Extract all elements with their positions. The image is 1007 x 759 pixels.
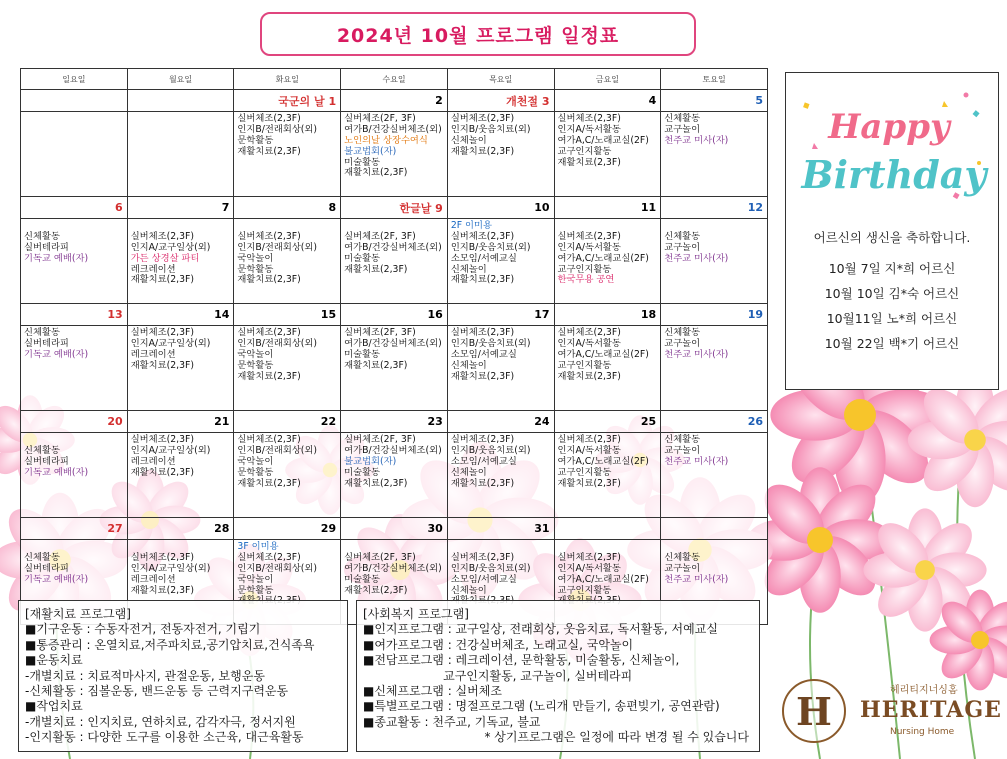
program-cell [554, 326, 661, 411]
program-item: 천주교 미사(자) [664, 348, 729, 360]
program-item: 신체놀이 [450, 466, 487, 478]
program-item: 실버체조(2,3F) [450, 113, 515, 124]
program-cell [21, 112, 128, 197]
birthday-text: Birthday [801, 152, 987, 197]
program-item: 재활치료(2,3F) [344, 167, 408, 179]
rehab-line: [재활치료 프로그램] [25, 607, 131, 621]
program-item: 인지A/독서활동 [557, 123, 621, 135]
rehab-line: -인지활동 : 다양한 도구를 이용한 소근육, 대근육활동 [25, 730, 304, 745]
program-item: 여가A,C/노래교실(2F) [557, 252, 649, 264]
logo-name: HERITAGE [860, 697, 1002, 723]
date-cell: 28 [127, 518, 234, 540]
program-cell [661, 433, 768, 518]
date-cell: 27 [21, 518, 128, 540]
program-cell [341, 112, 448, 197]
weekday-thu: 목요일 [447, 69, 554, 90]
rehab-line: ■작업치료 [25, 699, 83, 714]
program-item: 실버테라피 [24, 241, 69, 253]
program-cell [554, 112, 661, 197]
program-item: 재활치료(2,3F) [130, 584, 195, 596]
program-item: 소모임/서예교실 [450, 573, 517, 585]
program-item: 인지A/교구일상(외) [130, 444, 211, 456]
program-item: 국악놀이 [237, 348, 274, 360]
program-item: 실버체조(2F, 3F) [344, 230, 416, 242]
program-item: 레크레이션 [130, 573, 176, 585]
program-item: 인지B/전래회상(외) [237, 241, 318, 253]
program-item: 신체활동 [24, 551, 60, 563]
program-item: 신체활동 [24, 230, 60, 242]
schedule-change-note: * 상기프로그램은 일정에 따라 변경 될 수 있습니다 [484, 730, 749, 745]
program-cell [234, 219, 341, 304]
program-item: 재활치료(2,3F) [450, 370, 515, 382]
program-cell [447, 326, 554, 411]
date-cell: 6 [21, 197, 128, 219]
program-row [21, 326, 768, 411]
date-cell: 14 [127, 304, 234, 326]
welfare-line: ■인지프로그램 : 교구일상, 전래회상, 웃음치료, 독서활동, 서예교실 [363, 622, 718, 637]
date-cell: 한글날 9 [341, 197, 448, 219]
program-item: 교구인지활동 [557, 466, 612, 478]
program-cell [661, 326, 768, 411]
program-cell [234, 433, 341, 518]
program-item: 교구인지활동 [557, 263, 612, 275]
program-item: 불교법회(자) [344, 145, 397, 157]
program-item: 인지A/교구일상(외) [130, 337, 211, 349]
program-item: 실버체조(2,3F) [450, 327, 515, 338]
program-item: 여가B/건강실버체조(외) [344, 562, 442, 574]
program-item: 재활치료(2,3F) [237, 370, 301, 382]
program-item: 인지B/전래회상(외) [237, 123, 318, 135]
welfare-line: ■전담프로그램 : 레크레이션, 문학활동, 미술활동, 신체놀이, [363, 653, 680, 668]
program-item: 실버체조(2,3F) [557, 327, 621, 338]
program-item: 레크레이션 [130, 455, 176, 467]
weekday-header-row [21, 69, 768, 90]
logo-korean-name: 헤리티지너싱홈 [890, 685, 958, 696]
program-item: 실버테라피 [24, 562, 69, 574]
program-item: 신체활동 [664, 434, 701, 445]
program-item: 실버테라피 [24, 455, 69, 467]
page-title: 2024년 10월 프로그램 일정표 [260, 12, 696, 56]
program-item: 재활치료(2,3F) [130, 274, 195, 286]
program-cell [21, 433, 128, 518]
program-item: 미술활동 [344, 252, 381, 264]
welfare-line: ■신체프로그램 : 실버체조 [363, 683, 502, 698]
program-item: 불교법회(자) [344, 455, 397, 467]
date-cell: 8 [234, 197, 341, 219]
program-item: 2F 이미용 [450, 220, 492, 231]
program-cell [554, 433, 661, 518]
happy-birthday-art [794, 83, 992, 218]
welfare-program-panel [356, 600, 760, 752]
program-item: 국악놀이 [237, 573, 274, 585]
program-cell [21, 219, 128, 304]
date-cell: 개천절 3 [447, 90, 554, 112]
weekday-sun: 일요일 [21, 69, 128, 90]
program-item: 국악놀이 [237, 455, 274, 467]
program-cell [127, 219, 234, 304]
program-item: 신체활동 [664, 551, 701, 563]
date-cell: 26 [661, 411, 768, 433]
program-item: 소모임/서예교실 [450, 348, 517, 360]
program-item: 신체활동 [24, 444, 60, 456]
date-cell: 24 [447, 411, 554, 433]
program-item: 재활치료(2,3F) [130, 359, 195, 371]
program-item: 소모임/서예교실 [450, 252, 517, 264]
program-item: 재활치료(2,3F) [344, 584, 408, 596]
program-item: 재활치료(2,3F) [237, 145, 301, 157]
birthday-panel [785, 72, 999, 390]
program-item: 실버체조(2F, 3F) [344, 113, 416, 124]
date-row [21, 411, 768, 433]
program-item: 문학활동 [237, 134, 274, 146]
program-item: 실버체조(2F, 3F) [344, 327, 416, 338]
rehab-line: ■운동치료 [25, 653, 83, 668]
program-cell [447, 433, 554, 518]
program-cell [661, 112, 768, 197]
welfare-line: ■종교활동 : 천주교, 기독교, 불교 [363, 714, 541, 729]
program-item: 교구인지활동 [557, 359, 612, 371]
program-item: 재활치료(2,3F) [130, 466, 195, 478]
program-item: 인지B/전래회상(외) [237, 337, 318, 349]
program-item: 실버체조(2,3F) [237, 551, 301, 563]
welfare-line: 교구인지활동, 교구놀이, 실버테라피 [363, 668, 633, 683]
welfare-line: ■특별프로그램 : 명절프로그램 (노리개 만들기, 송편빚기, 공연관람) [363, 699, 720, 714]
program-item: 실버체조(2,3F) [130, 434, 195, 445]
program-item: 신체활동 [664, 230, 701, 242]
program-cell [554, 219, 661, 304]
date-cell: 16 [341, 304, 448, 326]
program-item: 실버체조(2,3F) [557, 434, 621, 445]
program-item: 천주교 미사(자) [664, 455, 729, 467]
program-item: 실버체조(2,3F) [450, 434, 515, 445]
program-item: 신체놀이 [450, 359, 487, 371]
program-item: 가든 상경살 파티 [130, 252, 200, 264]
program-item: 실버체조(2,3F) [450, 551, 515, 563]
program-item: 신체활동 [664, 327, 701, 338]
rehab-line: -신체활동 : 짐볼운동, 밴드운동 등 근력지구력운동 [25, 683, 289, 698]
date-cell: 7 [127, 197, 234, 219]
date-cell: 11 [554, 197, 661, 219]
program-cell [127, 326, 234, 411]
program-item: 레크레이션 [130, 263, 176, 275]
program-item: 실버체조(2,3F) [237, 434, 301, 445]
program-item: 인지B/웃음치료(외) [450, 123, 531, 135]
weekday-fri: 금요일 [554, 69, 661, 90]
h-badge-icon: H [782, 679, 846, 743]
rehab-line: -개별치료 : 인지치료, 연하치료, 감각자극, 정서지원 [25, 714, 296, 729]
date-cell: 2 [341, 90, 448, 112]
program-item: 재활치료(2,3F) [557, 156, 621, 168]
program-item: 인지B/웃음치료(외) [450, 337, 531, 349]
program-item: 미술활동 [344, 573, 381, 585]
program-item: 미술활동 [344, 466, 381, 478]
date-cell: 국군의 날 1 [234, 90, 341, 112]
program-item: 교구놀이 [664, 444, 701, 456]
program-item: 실버체조(2,3F) [130, 230, 195, 242]
program-item: 여가A,C/노래교실(2F) [557, 134, 649, 146]
program-item: 여가A,C/노래교실(2F) [557, 455, 649, 467]
date-cell: 23 [341, 411, 448, 433]
program-item: 재활치료(2,3F) [557, 370, 621, 382]
program-item: 미술활동 [344, 156, 381, 168]
weekday-wed: 수요일 [341, 69, 448, 90]
program-item: 실버체조(2,3F) [557, 551, 621, 563]
program-item: 여가A,C/노래교실(2F) [557, 348, 649, 360]
date-cell: 31 [447, 518, 554, 540]
program-item: 여가B/건강실버체조(외) [344, 241, 442, 253]
program-item: 실버테라피 [24, 337, 69, 349]
program-item: 실버체조(2F, 3F) [344, 434, 416, 445]
program-item: 재활치료(2,3F) [557, 477, 621, 489]
program-item: 신체활동 [24, 327, 60, 338]
program-item: 국악놀이 [237, 252, 274, 264]
date-cell: 19 [661, 304, 768, 326]
program-item: 교구놀이 [664, 337, 701, 349]
program-item: 실버체조(2,3F) [237, 230, 301, 242]
date-cell: 17 [447, 304, 554, 326]
program-item: 인지A/독서활동 [557, 444, 621, 456]
program-item: 교구인지활동 [557, 145, 612, 157]
program-item: 신체활동 [664, 113, 701, 124]
date-row [21, 90, 768, 112]
date-row [21, 304, 768, 326]
program-cell [341, 219, 448, 304]
date-cell: 29 [234, 518, 341, 540]
weekday-mon: 월요일 [127, 69, 234, 90]
program-item: 실버체조(2,3F) [557, 113, 621, 124]
program-item: 실버체조(2F, 3F) [344, 551, 416, 563]
program-item: 재활치료(2,3F) [450, 274, 515, 286]
date-cell [661, 518, 768, 540]
program-item: 인지A/교구일상(외) [130, 241, 211, 253]
date-row [21, 197, 768, 219]
program-item: 재활치료(2,3F) [237, 274, 301, 286]
heritage-logo [782, 675, 1002, 755]
date-cell: 5 [661, 90, 768, 112]
date-cell [21, 90, 128, 112]
program-item: 인지A/독서활동 [557, 337, 621, 349]
program-item: 인지B/전래회상(외) [237, 562, 318, 574]
program-item: 문학활동 [237, 584, 274, 596]
program-item: 소모임/서예교실 [450, 455, 517, 467]
program-item: 교구놀이 [664, 562, 701, 574]
program-cell [234, 326, 341, 411]
birthday-item: 10월11일 노*희 어르신 [826, 311, 958, 326]
program-item: 기독교 예배(자) [24, 348, 89, 360]
program-item: 실버체조(2,3F) [237, 327, 301, 338]
program-item: 문학활동 [237, 263, 274, 275]
program-item: 인지A/독서활동 [557, 562, 621, 574]
program-item: 기독교 예배(자) [24, 252, 89, 264]
program-item: 레크레이션 [130, 348, 176, 360]
program-item: 재활치료(2,3F) [237, 477, 301, 489]
program-row [21, 112, 768, 197]
program-item: 인지A/독서활동 [557, 241, 621, 253]
program-item: 인지B/웃음치료(외) [450, 241, 531, 253]
program-cell [234, 112, 341, 197]
program-item: 재활치료(2,3F) [344, 359, 408, 371]
date-cell: 30 [341, 518, 448, 540]
calendar-table [20, 68, 768, 625]
program-item: 재활치료(2,3F) [450, 477, 515, 489]
program-item: 신체놀이 [450, 584, 487, 596]
program-cell [661, 219, 768, 304]
weekday-sat: 토요일 [661, 69, 768, 90]
date-cell: 15 [234, 304, 341, 326]
program-item: 인지B/웃음치료(외) [450, 562, 531, 574]
program-item: 미술활동 [344, 348, 381, 360]
program-item: 한국무용 공연 [557, 274, 615, 286]
birthday-message: 어르신의 생신을 축하합니다. [813, 230, 971, 245]
program-item: 천주교 미사(자) [664, 573, 729, 585]
date-cell: 25 [554, 411, 661, 433]
date-cell [554, 518, 661, 540]
date-cell: 22 [234, 411, 341, 433]
program-item: 기독교 예배(자) [24, 466, 89, 478]
welfare-line: ■여가프로그램 : 건강실버체조, 노래교실, 국악놀이 [363, 637, 634, 652]
happy-text: Happy [828, 107, 950, 147]
program-item: 기독교 예배(자) [24, 573, 89, 585]
logo-tagline: Nursing Home [890, 727, 955, 737]
rehab-line: ■기구운동 : 수동자전거, 전동자전거, 기립기 [25, 622, 261, 637]
program-item: 신체놀이 [450, 263, 487, 275]
date-cell: 13 [21, 304, 128, 326]
program-item: 재활치료(2,3F) [344, 477, 408, 489]
program-item: 여가A,C/노래교실(2F) [557, 573, 649, 585]
program-item: 여가B/건강실버체조(외) [344, 444, 442, 456]
program-cell [447, 219, 554, 304]
date-cell: 18 [554, 304, 661, 326]
date-cell: 4 [554, 90, 661, 112]
weekday-tue: 화요일 [234, 69, 341, 90]
program-item: 교구놀이 [664, 241, 701, 253]
date-cell: 21 [127, 411, 234, 433]
program-cell [127, 112, 234, 197]
program-item: 재활치료(2,3F) [344, 263, 408, 275]
program-row [21, 219, 768, 304]
birthday-item: 10월 22일 백*기 어르신 [824, 336, 960, 351]
program-item: 교구인지활동 [557, 584, 612, 596]
program-cell [127, 433, 234, 518]
program-cell [341, 433, 448, 518]
program-item: 교구놀이 [664, 123, 701, 135]
program-item: 실버체조(2,3F) [237, 113, 301, 124]
program-item: 실버체조(2,3F) [130, 327, 195, 338]
date-cell: 12 [661, 197, 768, 219]
program-item: 노인의날 상장수여식 [344, 134, 428, 146]
program-item: 실버체조(2,3F) [450, 230, 515, 242]
program-item: 여가B/건강실버체조(외) [344, 337, 442, 349]
program-item: 3F 이미용 [237, 541, 279, 552]
program-item: 인지B/전래회상(외) [237, 444, 318, 456]
program-item: 천주교 미사(자) [664, 134, 729, 146]
date-cell: 10 [447, 197, 554, 219]
program-item: 실버체조(2,3F) [130, 551, 195, 563]
date-row [21, 518, 768, 540]
program-cell [21, 326, 128, 411]
program-row [21, 433, 768, 518]
program-item: 인지B/웃음치료(외) [450, 444, 531, 456]
birthday-item: 10월 10일 김*숙 어르신 [824, 286, 960, 301]
program-cell [447, 112, 554, 197]
rehab-line: ■통증관리 : 온열치료,저주파치료,공기압치료,건식족욕 [25, 637, 315, 652]
program-item: 문학활동 [237, 466, 274, 478]
date-cell [127, 90, 234, 112]
birthday-list [786, 256, 998, 356]
program-item: 실버체조(2,3F) [557, 230, 621, 242]
program-item: 인지A/교구일상(외) [130, 562, 211, 574]
program-item: 문학활동 [237, 359, 274, 371]
rehab-program-panel [18, 600, 348, 752]
date-cell: 20 [21, 411, 128, 433]
program-item: 천주교 미사(자) [664, 252, 729, 264]
program-item: 여가B/건강실버체조(외) [344, 123, 442, 135]
birthday-item: 10월 7일 지*희 어르신 [828, 261, 956, 276]
welfare-line: [사회복지 프로그램] [363, 607, 469, 621]
program-cell [341, 326, 448, 411]
program-item: 신체놀이 [450, 134, 487, 146]
rehab-line: -개별치료 : 치료적마사지, 관절운동, 보행운동 [25, 668, 265, 683]
program-item: 재활치료(2,3F) [450, 145, 515, 157]
